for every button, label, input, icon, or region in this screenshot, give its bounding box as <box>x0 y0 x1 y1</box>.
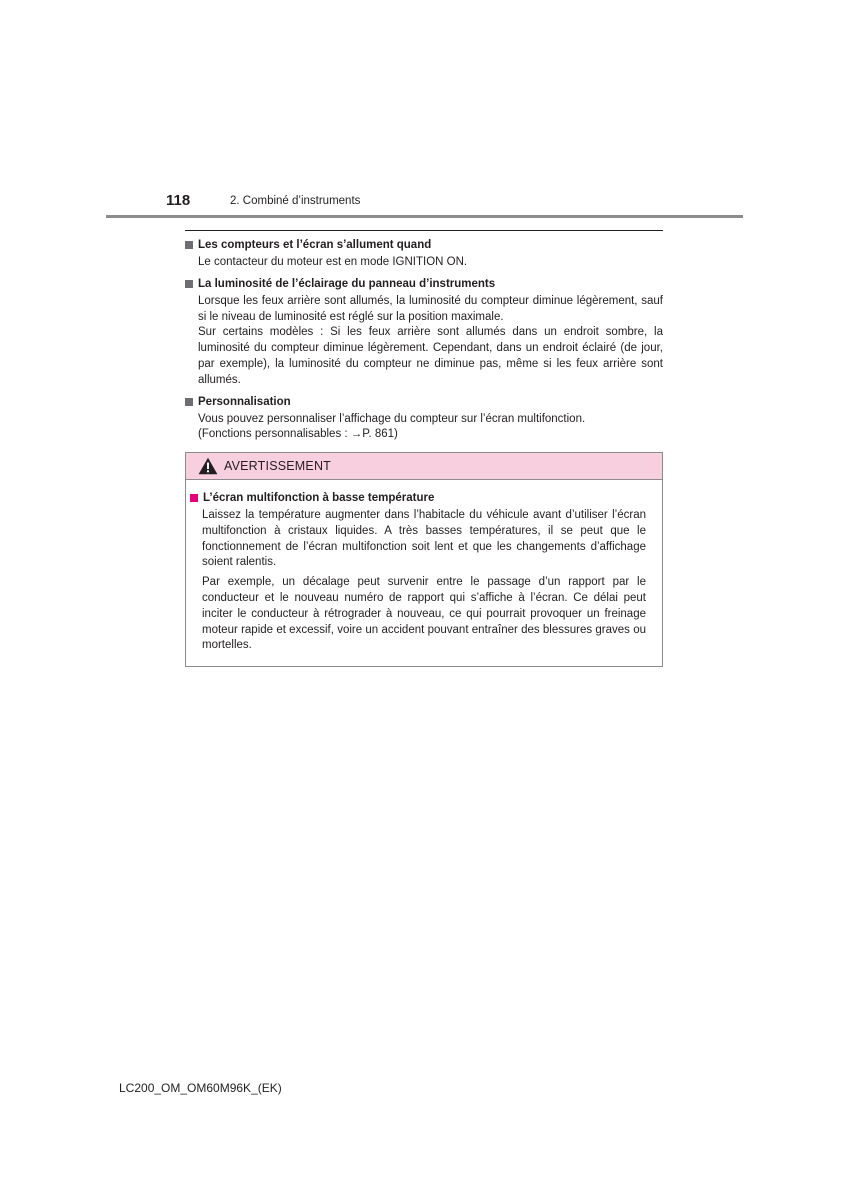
section-body <box>198 412 663 444</box>
warning-box <box>185 452 663 667</box>
paragraph: Laissez la température augmenter dans l’habitacle du véhicule avant d’utiliser l’écran multifonction à cristaux liquides. A très basses températures, il se peut que le fonctionnement de l’écran multifonction soit lent et que les changements d’affichage soient ralentis. <box>202 509 646 569</box>
warning-title: AVERTISSEMENT <box>224 459 332 473</box>
content <box>185 230 663 448</box>
square-bullet-icon <box>185 398 193 406</box>
warning-header <box>186 453 662 480</box>
section-heading-text: Les compteurs et l’écran s’allument quand <box>198 239 432 251</box>
paragraph: Vous pouvez personnaliser l’affichage du compteur sur l’écran multifonction. <box>198 412 586 425</box>
warning-body <box>186 480 662 654</box>
pink-square-bullet-icon <box>190 494 198 502</box>
warning-heading-text: L’écran multifonction à basse température <box>203 492 435 504</box>
paragraph: Le contacteur du moteur est en mode IGNITION ON. <box>198 256 468 268</box>
section-ignition <box>185 237 663 271</box>
square-bullet-icon <box>185 241 193 249</box>
section-customization <box>185 394 663 444</box>
section-body <box>198 294 663 389</box>
section-heading-text: La luminosité de l’éclairage du panneau d’instruments <box>198 277 496 290</box>
warning-triangle-icon <box>198 457 218 475</box>
section-heading-text: Personnalisation <box>198 395 291 408</box>
warning-heading <box>190 490 646 506</box>
square-bullet-icon <box>185 280 193 288</box>
header-rule <box>106 215 743 218</box>
document-code: LC200_OM_OM60M96K_(EK) <box>119 1081 282 1095</box>
page-reference-link[interactable]: (Fonctions personnalisables : →P. 861) <box>198 428 398 441</box>
section-body <box>198 255 663 271</box>
page-number: 118 <box>166 192 191 209</box>
section-heading <box>185 237 663 253</box>
chapter-title: 2. Combiné d’instruments <box>230 195 361 207</box>
paragraph: Par exemple, un décalage peut survenir entre le passage d’un rapport par le conducteur et le nouveau numéro de rapport qui s’affiche à l’écran. Ce délai peut inciter le conducteur à rétrograder à nouveau, ce qui pourrait provoquer un freinage moteur rapide et excessif, voire un accident pouvant entraîner des blessures graves ou mortelles. <box>202 576 646 652</box>
section-brightness <box>185 276 663 389</box>
section-heading <box>185 394 663 410</box>
paragraph: Sur certains modèles : Si les feux arrière sont allumés dans un endroit sombre, la luminosité du compteur diminue légèrement. Cependant, dans un endroit éclairé (de jour, par exemple), la luminosité du compteur ne diminue pas, même si les feux arrière sont allumés. <box>198 326 663 386</box>
section-heading <box>185 276 663 292</box>
warning-text <box>202 508 646 654</box>
paragraph: Lorsque les feux arrière sont allumés, la luminosité du compteur diminue légèrement, sauf si le niveau de luminosité est réglé sur la position maximale. <box>198 294 663 323</box>
